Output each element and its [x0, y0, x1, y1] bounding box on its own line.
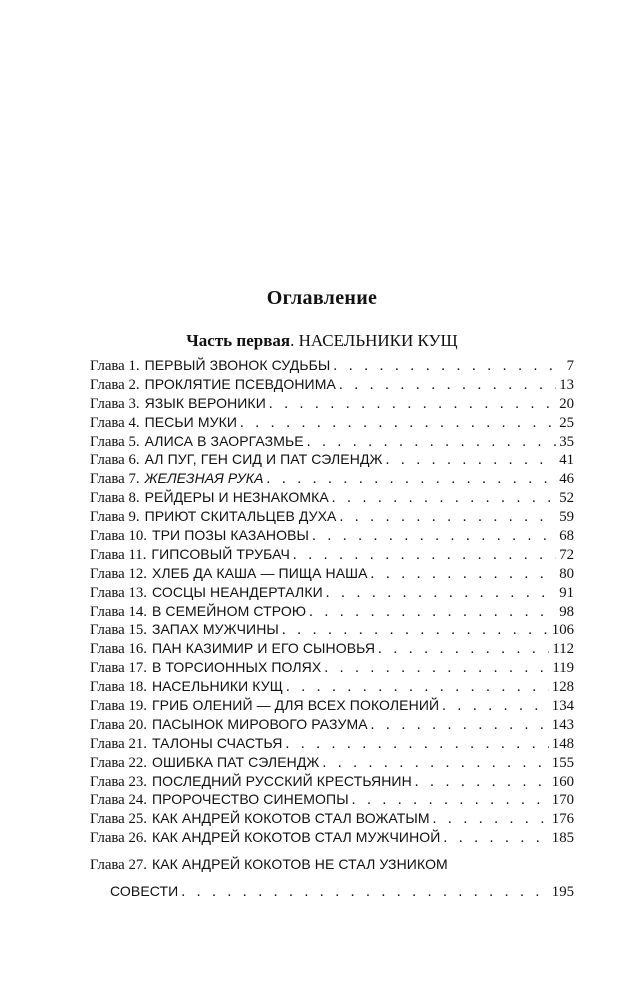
chapter-label: Глава 26.	[90, 830, 147, 847]
toc-entry-9	[90, 507, 574, 526]
chapter-title: ПРИЮТ СКИТАЛЬЦЕВ ДУХА	[144, 508, 337, 525]
page-number: 91	[559, 584, 574, 601]
chapter-title: ПРОРОЧЕСТВО СИНЕМОПЫ	[151, 791, 349, 808]
dot-leader	[322, 754, 548, 773]
toc-entry-12	[90, 564, 574, 583]
chapter-label: Глава 27.	[90, 857, 147, 874]
chapter-label: Глава 12.	[90, 565, 147, 582]
dot-leader	[293, 546, 556, 565]
part-name: НАСЕЛЬНИКИ КУЩ	[298, 331, 458, 350]
toc-entry-19	[90, 696, 574, 715]
chapter-title: В ТОРСИОННЫХ ПОЛЯХ	[151, 659, 322, 676]
chapter-label: Глава 25.	[90, 811, 147, 828]
chapter-title: ПАН КАЗИМИР И ЕГО СЫНОВЬЯ	[151, 640, 376, 657]
dot-leader	[332, 489, 556, 508]
chapter-title: ПАСЫНОК МИРОВОГО РАЗУМА	[151, 715, 368, 732]
chapter-title: РЕЙДЕРЫ И НЕЗНАКОМКА	[144, 489, 329, 506]
table-of-contents	[90, 356, 574, 902]
page-number: 25	[559, 414, 574, 431]
chapter-title: ХЛЕБ ДА КАША — ПИЩА НАША	[151, 564, 368, 581]
chapter-title: ТАЛОНЫ СЧАСТЬЯ	[151, 734, 283, 751]
dot-leader	[433, 810, 549, 829]
part-label: Часть первая	[186, 331, 291, 350]
chapter-label: Глава 17.	[90, 660, 147, 677]
toc-entry-8	[90, 488, 574, 507]
page-number: 80	[559, 565, 574, 582]
page-number: 13	[559, 376, 574, 393]
dot-leader	[282, 621, 549, 640]
chapter-label: Глава 13.	[90, 584, 147, 601]
chapter-title: КАК АНДРЕЙ КОКОТОВ СТАЛ МУЖЧИНОЙ	[151, 829, 441, 846]
page-number: 160	[551, 773, 574, 790]
page-number: 143	[551, 716, 574, 733]
chapter-title: СОСЦЫ НЕАНДЕРТАЛКИ	[151, 583, 323, 600]
chapter-label: Глава 3.	[90, 395, 140, 412]
dot-leader	[442, 697, 549, 716]
chapter-label: Глава 19.	[90, 698, 147, 715]
chapter-title: ГИПСОВЫЙ ТРУБАЧ	[151, 545, 290, 562]
toc-entry-17	[90, 658, 574, 677]
toc-entry-10	[90, 526, 574, 545]
page-number: 20	[559, 395, 574, 412]
dot-leader	[285, 735, 548, 754]
chapter-label: Глава 9.	[90, 509, 140, 526]
dot-leader	[340, 508, 557, 527]
page-number: 35	[559, 433, 574, 450]
dot-leader	[386, 451, 557, 470]
chapter-title: ГРИБ ОЛЕНИЙ — ДЛЯ ВСЕХ ПОКОЛЕНИЙ	[151, 697, 440, 714]
dot-leader	[378, 640, 549, 659]
toc-entry-20	[90, 715, 574, 734]
dot-leader	[333, 357, 563, 376]
dot-leader	[267, 470, 557, 489]
page-number: 185	[551, 830, 574, 847]
dot-leader	[371, 565, 557, 584]
chapter-title: ПЕРВЫЙ ЗВОНОК СУДЬБЫ	[144, 357, 331, 373]
chapter-title: КАК АНДРЕЙ КОКОТОВ СТАЛ ВОЖАТЫМ	[151, 810, 430, 827]
page-number: 98	[559, 603, 574, 620]
dot-leader	[181, 881, 548, 903]
chapter-label: Глава 22.	[90, 754, 147, 771]
chapter-label: Глава 10.	[90, 528, 147, 545]
chapter-label: Глава 21.	[90, 735, 147, 752]
toc-entry-4	[90, 413, 574, 432]
page-number: 106	[551, 622, 574, 639]
chapter-label: Глава 23.	[90, 773, 147, 790]
page-number: 68	[559, 528, 574, 545]
chapter-title: ЯЗЫК ВЕРОНИКИ	[144, 394, 266, 411]
toc-entry-1	[90, 356, 574, 375]
chapter-title: ПОСЛЕДНИЙ РУССКИЙ КРЕСТЬЯНИН	[151, 772, 412, 789]
toc-entry-5	[90, 432, 574, 451]
toc-entry-7	[90, 469, 574, 488]
page-number: 119	[552, 660, 574, 677]
dot-leader	[371, 716, 549, 735]
part-separator: .	[290, 331, 299, 350]
toc-entry-21	[90, 734, 574, 753]
chapter-label: Глава 2.	[90, 376, 140, 393]
chapter-title: АЛ ПУГ, ГЕН СИД И ПАТ СЭЛЕНДЖ	[144, 451, 383, 468]
toc-entry-16	[90, 639, 574, 658]
chapter-title: В СЕМЕЙНОМ СТРОЮ	[151, 602, 307, 619]
chapter-title: ОШИБКА ПАТ СЭЛЕНДЖ	[151, 753, 320, 770]
chapter-label: Глава 4.	[90, 414, 140, 431]
toc-entry-25	[90, 809, 574, 828]
page-number: 176	[551, 811, 574, 828]
page-number: 72	[559, 546, 574, 563]
chapter-label: Глава 7.	[90, 471, 140, 488]
toc-entry-11	[90, 545, 574, 564]
toc-entry-18	[90, 677, 574, 696]
dot-leader	[312, 527, 556, 546]
page-number: 7	[566, 358, 574, 374]
page-number: 46	[559, 471, 574, 488]
toc-entry-3	[90, 394, 574, 413]
page-number: 170	[551, 792, 574, 809]
page-number: 59	[559, 509, 574, 526]
chapter-title: АЛИСА В ЗАОРГАЗМЬЕ	[144, 432, 304, 449]
dot-leader	[443, 829, 548, 848]
page-title: Оглавление	[266, 287, 378, 309]
dot-leader	[415, 773, 549, 792]
chapter-title: ПЕСЬИ МУКИ	[144, 413, 237, 430]
toc-entry-27	[90, 855, 574, 902]
page-number: 195	[551, 884, 574, 901]
toc-entry-14	[90, 602, 574, 621]
page-number: 148	[551, 735, 574, 752]
chapter-label: Глава 14.	[90, 603, 147, 620]
page-number: 155	[551, 754, 574, 771]
page-number: 41	[559, 452, 574, 469]
chapter-label: Глава 18.	[90, 679, 147, 696]
part-heading	[0, 331, 644, 351]
dot-leader	[309, 603, 556, 622]
chapter-title: ПРОКЛЯТИЕ ПСЕВДОНИМА	[144, 375, 336, 392]
chapter-label: Глава 24.	[90, 792, 147, 809]
toc-entry-23	[90, 772, 574, 791]
chapter-title-line2: СОВЕСТИ	[110, 883, 179, 900]
toc-entry-26	[90, 828, 574, 847]
page-number: 112	[552, 641, 574, 658]
chapter-title: ЗАПАХ МУЖЧИНЫ	[151, 621, 279, 638]
dot-leader	[324, 659, 549, 678]
chapter-label: Глава 8.	[90, 490, 140, 507]
page-number: 134	[551, 698, 574, 715]
dot-leader	[307, 433, 557, 452]
chapter-label: Глава 15.	[90, 622, 147, 639]
chapter-title-line1: КАК АНДРЕЙ КОКОТОВ НЕ СТАЛ УЗНИКОМ	[151, 856, 448, 873]
page-number: 52	[559, 490, 574, 507]
chapter-title: НАСЕЛЬНИКИ КУЩ	[151, 678, 283, 695]
chapter-label: Глава 1.	[90, 358, 140, 374]
dot-leader	[269, 395, 556, 414]
chapter-title: ТРИ ПОЗЫ КАЗАНОВЫ	[151, 527, 310, 544]
chapter-label: Глава 16.	[90, 641, 147, 658]
dot-leader	[240, 414, 556, 433]
toc-entry-6	[90, 450, 574, 469]
toc-entry-22	[90, 753, 574, 772]
toc-entry-2	[90, 375, 574, 394]
dot-leader	[326, 584, 556, 603]
chapter-label: Глава 20.	[90, 716, 147, 733]
chapter-label: Глава 5.	[90, 433, 140, 450]
chapter-title: ЖЕЛЕЗНАЯ РУКА	[144, 470, 264, 487]
chapter-label: Глава 11.	[90, 546, 147, 563]
page-number: 128	[551, 679, 574, 696]
dot-leader	[352, 791, 549, 810]
toc-entry-13	[90, 583, 574, 602]
dot-leader	[286, 678, 549, 697]
toc-entry-24	[90, 790, 574, 809]
chapter-label: Глава 6.	[90, 452, 140, 469]
dot-leader	[339, 376, 556, 395]
toc-entry-15	[90, 620, 574, 639]
